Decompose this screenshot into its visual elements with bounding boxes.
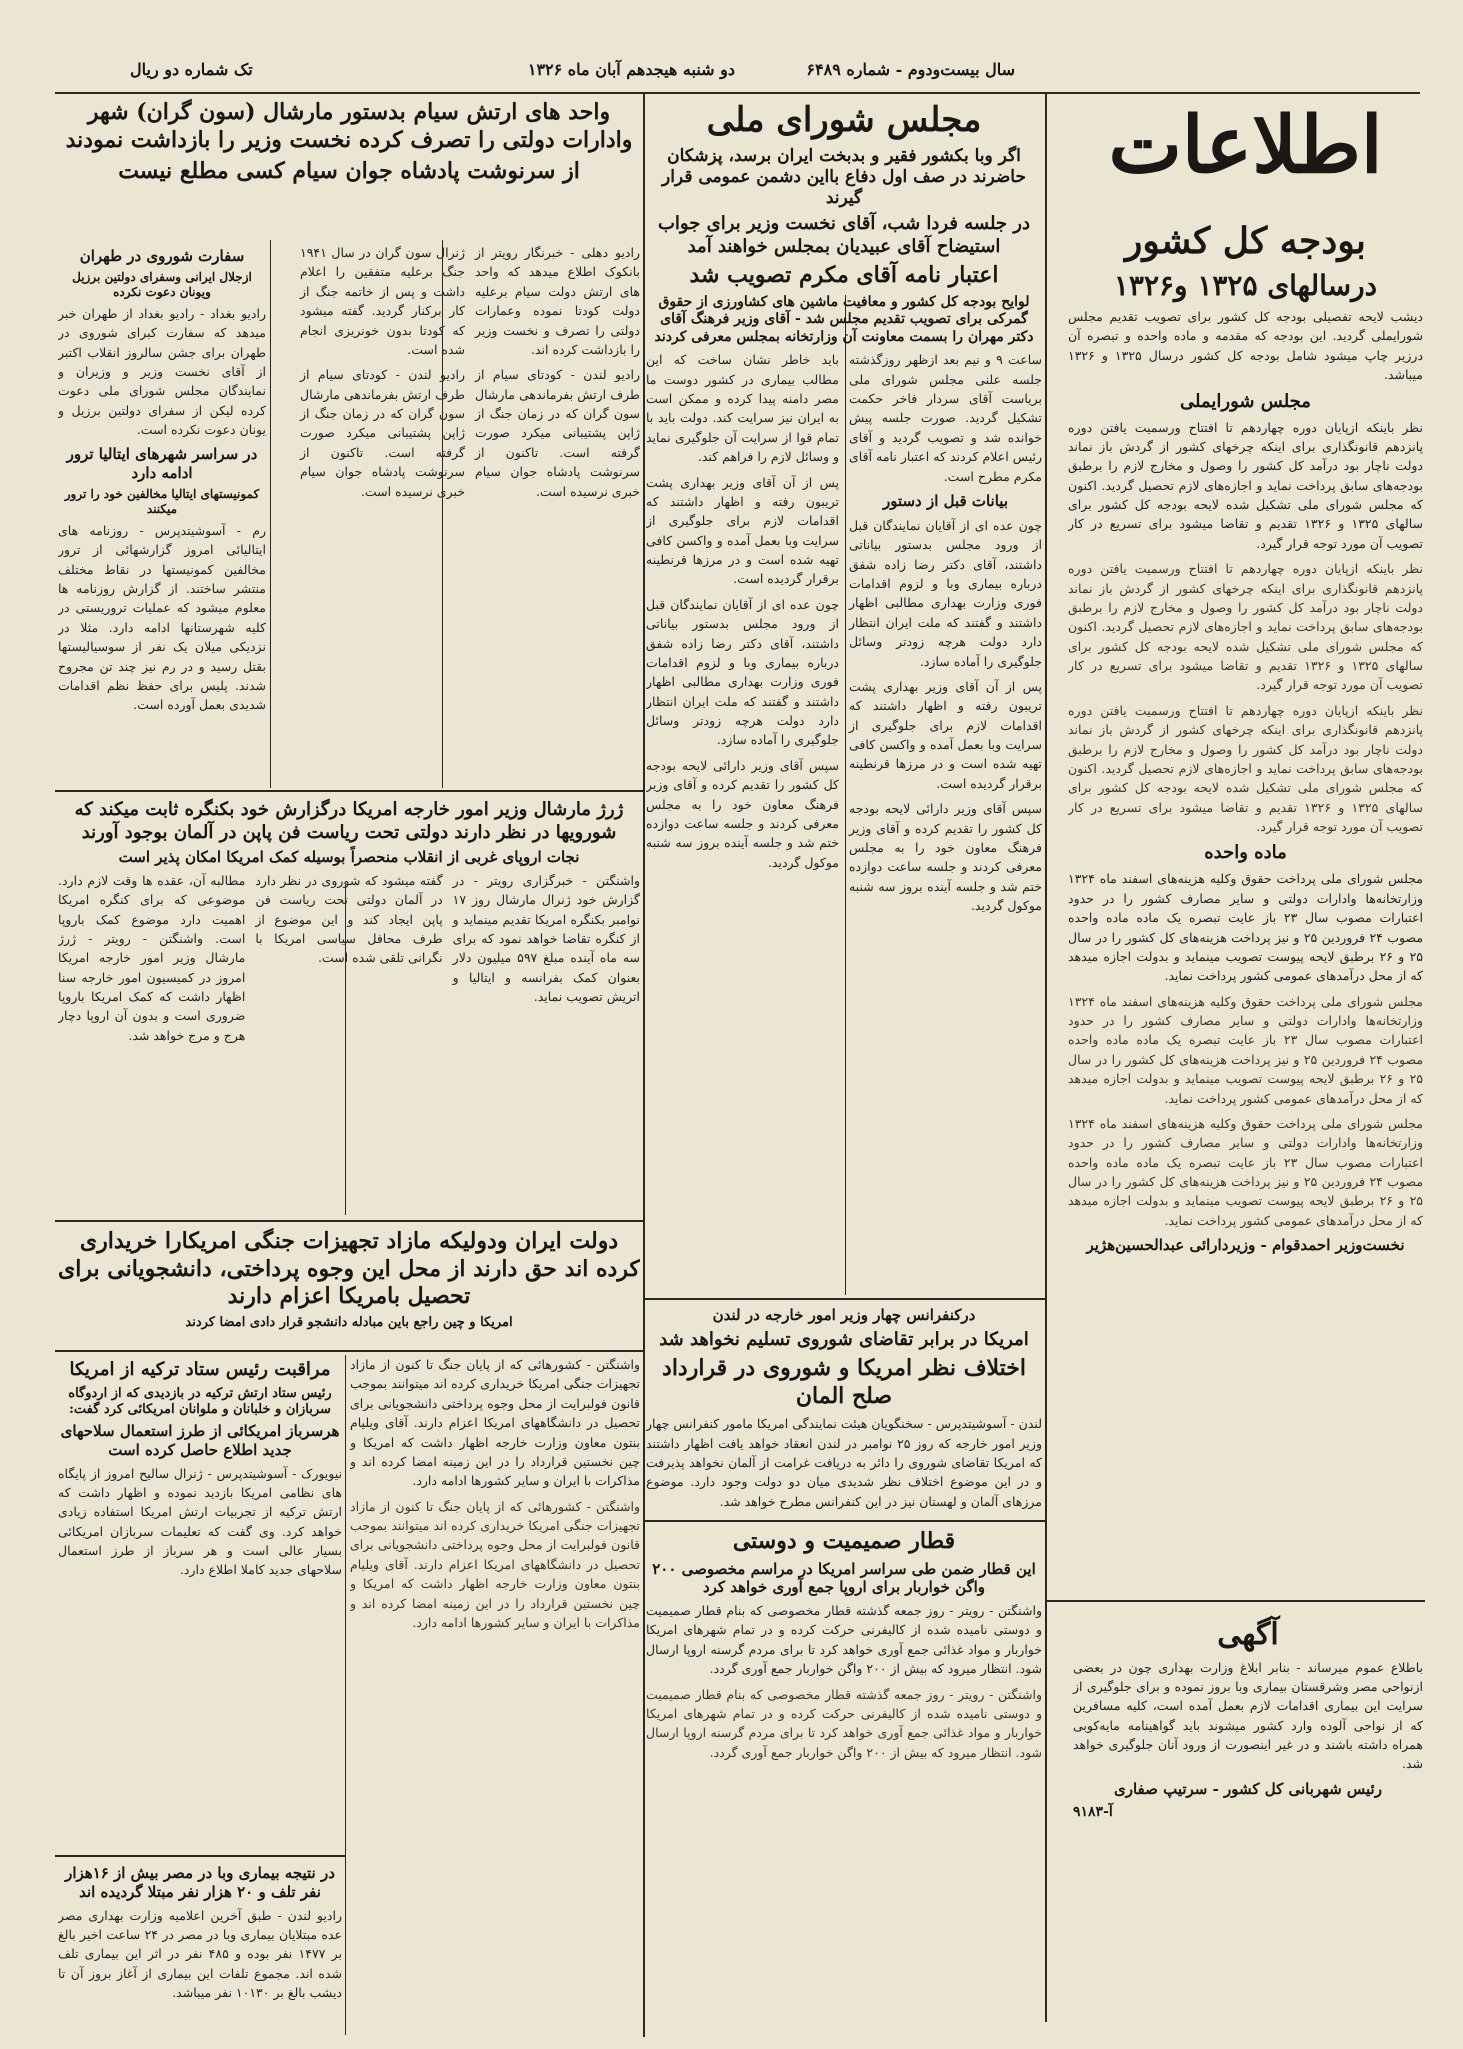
italy-sub: کمونیستهای ایتالیا مخالفین خود را ترور میکنند [64, 486, 260, 516]
issue-date: دو شنبه هیجدهم آبان ماه ۱۳۲۶ [527, 60, 735, 79]
majlis-col-right [849, 350, 1042, 921]
majlis-text-5: سپس آقای وزیر دارائی لایحه بودجه کل کشور را تقدیم کرده و آقای وزیر فرهنگ معاون خود را به مجلس معرفی کردند و جلسه ساعت دوازده ختم شد و جلسه آینده بروز سه شنبه موکول گردید. [849, 801, 1042, 913]
newspaper-logo: اطلاعات [1108, 100, 1383, 191]
arms-text: واشنگتن - کشورهائی که از پایان جنگ تا کنون از مازاد تجهیزات جنگی امریکا خریداری کرده اند میتوانند بموجب قانون فولبرایت از محل وجوه پرداختی دانشجویانی برای تحصیل در دانشگاههای امریکا اعزام دارند. آقای ویلیام بنتون معاون وزارت خارجه اظهار داشت که امریکا و چین نخستین قرارداد را در این زمینه امضا کرده اند و مذاکرات با ایران و سایر کشورها ادامه دارد. [350, 1357, 640, 1489]
siam-article [58, 95, 640, 240]
siam-text-3: ژنرال سون گران در سال ۱۹۴۱ جنگ برعلیه متفقین را اعلام داشت و پس از خاتمه جنگ از کار برکنار گردید. گفته میشود که کودتا بدون خونریزی انجام شده است. [300, 245, 465, 357]
turkey-sub: رئیس ستاد ارتش ترکیه در بازدیدی که از اردوگاه سربازان و خلبانان و ملوانان امریکائی کرد گفت: [68, 1385, 332, 1417]
italy-title: در سراسر شهرهای ایتالیا ترور ادامه دارد [66, 445, 258, 483]
budget-text-2c: مجلس شورای ملی پرداخت حقوق وکلیه هزینه‌های اسفند ماه ۱۳۲۴ وزارتخانه‌ها وادارات دولتی و سایر مصارف کشور را در حدود اعتبارات مصوب سال ۲۳ باز عایت تبصره یک ماده ماده واحده مصوب ۲۴ فروردین ۲۵ و نیز پرداخت هزینه‌های کل کشور را در سال ۲۵ و ۲۶ برطبق لایحه پیوست تصویب مینماید و بدولت اجازه میدهد که از محل درآمدهای عمومی کشور پرداخت نماید. [1068, 1115, 1423, 1228]
london-article [646, 1302, 1042, 1517]
notice-title: آگهی [1217, 1617, 1279, 1652]
marshall-title: ژرژ مارشال وزیر امور خارجه امریکا درگزارش خود بکنگره ثابت میکند که شورویها در نظر دارند دولتی تحت ریاست فن پاپن در آلمان بوجود آورند [74, 799, 624, 843]
column-rule-b [643, 92, 645, 2037]
turkey-title: مراقبت رئیس ستاد ترکیه از امریکا [69, 1359, 331, 1380]
section-rule-1 [55, 790, 643, 792]
marshall-text-3: گفته میشود که شوروی در نظر دارد در آلمان دولتی تحت ریاست فن پاپن ایجاد کند و این موضوع از طرف محافل سیاسی امریکا با نگرانی تلقی شده است. [255, 872, 443, 966]
embassy-title: سفارت شوروی در طهران [79, 247, 245, 265]
notice-signature: رئیس شهربانی کل کشور - سرتیپ صفاری [1114, 1779, 1382, 1798]
siam-col-right [475, 243, 640, 507]
marshall-col-1 [453, 871, 640, 1051]
train-title: قطار صمیمیت و دوستی [732, 1528, 956, 1554]
notice-code: آ-۹۱۸۳ [1073, 1803, 1113, 1820]
marshall-text-2: واشنگتن - خبرگزاری رویتر - در گزارش خود ژنرال مارشال روز ۱۷ نوامبر بکنگره امریکا تقدیم مینماید و از کنگره تقاضا خواهد نمود که برای سه ماه آینده مبلغ ۵۹۷ میلیون دلار بعنوان کمک بفرانسه و ایتالیا و اتریش تصویب نماید. [452, 872, 640, 1004]
turkey-article [58, 1355, 342, 1850]
siam-text-2b: رادیو لندن - کودتای سیام از طرف ارتش بفرماندهی مارشال سون گران که در زمان جنگ از ژاپن پشتیبانی میکرد صورت گرفته است. تاکنون از سرنوشت پادشاه جوان سیام خبری نرسیده است. [300, 367, 465, 499]
train-text: واشنگتن - رویتر - روز جمعه گذشته قطار مخصوصی که بنام قطار صمیمیت و دوستی نامیده شده از کالیفرنی حرکت کرده و در تمام شهرهای امریکا خواربار و مواد غذائی جمع آوری خواهد کرد تا برای مردم گرسنه اروپا ارسال شود. انتظار میرود که بیش از ۲۰۰ واگن خواربار جمع آوری گردد. [646, 1603, 1042, 1677]
majlis-sub2: اعتبار نامه آقای مکرم تصویب شد [689, 262, 999, 289]
majlis-sub1: در جلسه فردا شب، آقای نخست وزیر برای جواب استیضاح آقای عبیدیان بمجلس خواهند آمد [657, 213, 1031, 257]
top-frame-rule [55, 92, 1420, 94]
siam-title: واحد های ارتش سیام بدستور مارشال (سون گران) شهر وادارات دولتی را تصرف کرده نخست وزیر را بازداشت نمودند [65, 99, 633, 153]
budget-title: بودجه کل کشور [1125, 220, 1366, 262]
majlis-text-4b: پس از آن آقای وزیر بهداری پشت تریبون رفته و اظهار داشتند که اقدامات لازم برای جلوگیری از سرایت وبا بعمل آمده و واکسن کافی تهیه شده است و در مرزها قرنطینه برقرار گردیده است. [646, 474, 839, 587]
majlis-text-2: باید خاطر نشان ساخت که این مطالب بیماری در کشور دوست ما مصر دامنه پیدا کرده و ممکن است به ایران نیز سرایت کند. دولت باید با تمام قوا از سرایت آن جلوگیری نماید و وسائل لازم را فراهم کند. [646, 352, 839, 465]
section-rule-6 [643, 1520, 1045, 1522]
budget-section-majlis: مجلس شورایملی [1180, 390, 1311, 412]
marshall-article [58, 795, 640, 1217]
siam-text-1: رادیو دهلی - خبرنگار رویتر از بانکوک اطلاع میدهد که واحد های ارتش دولت سیام برعلیه دولت کودتا نموده وعمارات دولتی را تصرف و نخست وزیر را بازداشت کرده اند. [475, 245, 640, 357]
dateline-bar [60, 54, 1415, 90]
majlis-text-3b: چون عده ای از آقایان نمایندگان قبل از ورود مجلس بدستور بیاناتی داشتند، آقای دکتر رضا زاده شفق درباره بیماری وبا و لزوم اقدامات فوری وزارت بهداری مطالبی اظهار داشتند و گفتند که ملت ایران انتظار دارد دولت هرچه زودتر وسائل جلوگیری را آماده سازد. [646, 596, 839, 748]
majlis-title: مجلس شورای ملی [706, 100, 982, 140]
majlis-text-5b: سپس آقای وزیر دارائی لایحه بودجه کل کشور را تقدیم کرده و آقای وزیر فرهنگ معاون خود را به مجلس معرفی کردند و جلسه ساعت دوازده ختم شد و جلسه آینده بروز سه شنبه موکول گردید. [646, 757, 839, 870]
budget-article [1068, 215, 1423, 1595]
budget-text-1: نظر باینکه ازپایان دوره چهاردهم تا افتتاح ورسمیت یافتن دوره پانزدهم قانونگذاری برای اینکه چرخهای کشور از گردش باز نماند دولت ناچار بود درآمد کل کشور را وصول و مخارج لازم را برطبق بودجه‌های سابق پرداخت نماید و اجازه‌های لازم تحصیل گردید. اکنون که مجلس شورای ملی تشکیل شده لایحه بودجه کل کشور برای سالهای ۱۳۲۵ و ۱۳۲۶ تقدیم و تقاضا میشود برای تسریع در کار تصویب آن مورد توجه قرار گیرد. [1068, 419, 1423, 551]
budget-intro: دیشب لایحه تفصیلی بودجه کل کشور برای تصویب تقدیم مجلس شورایملی گردید. این بودجه که مقدمه و ماده واحده و تبصره آن درزیر چاپ میشود شامل بودجه کل کشور درسال ۱۳۲۵ و ۱۳۲۶ میباشد. [1068, 309, 1423, 383]
budget-subtitle: درسالهای ۱۳۲۵ و۱۳۲۶ [1113, 269, 1378, 302]
marshall-sub: نجات اروپای غربی از انقلاب منحصراً بوسیله کمک امریکا امکان پذیر است [118, 848, 580, 866]
cholera-title: در نتیجه بیماری وبا در مصر بیش از ۱۶هزار نفر تلف و ۲۰ هزار نفر مبتلا گردیده اند [65, 1864, 335, 1901]
section-rule-3 [55, 1350, 643, 1352]
london-sub2: اختلاف نظر امریکا و شوروی در قرارداد صلح المان [662, 1355, 1026, 1409]
arms-sub: امریکا و چین راجع باین مبادله دانشجو قرار دادی امضا کردند [185, 1314, 513, 1330]
embassy-sub: ازجلال ایرانی وسفرای دولتین برزیل ویونان دعوت نکرده [72, 269, 252, 299]
london-text: لندن - آسوشیتدپرس - سخنگویان هیئت نمایندگی امریکا مامور کنفرانس چهار وزیر امور خارجه که روز ۲۵ نوامبر در لندن انعقاد خواهد یافت اظهار داشتند که امریکا تقاضای شوروی را دائر به دریافت غرامت از آلمان نخواهد پذیرفت و در این موضوع اختلاف نظر شدیدی میان دو دولت وجود دارد. موضوع مرزهای آلمان و لهستان نیز در این کنفرانس مطرح خواهد شد. [646, 1416, 1042, 1509]
majlis-col-left [646, 350, 839, 921]
notice-box [1073, 1612, 1423, 2012]
siam-col-left [300, 243, 465, 507]
train-text-b: واشنگتن - رویتر - روز جمعه گذشته قطار مخصوصی که بنام قطار صمیمیت و دوستی نامیده شده از کالیفرنی حرکت کرده و در تمام شهرهای امریکا خواربار و مواد غذائی جمع آوری خواهد کرد تا برای مردم گرسنه اروپا ارسال شود. انتظار میرود که بیش از ۲۰۰ واگن خواربار جمع آوری گردد. [646, 1686, 1042, 1760]
majlis-columns [646, 350, 1042, 921]
notice-text: باطلاع عموم میرساند - بنابر ابلاغ وزارت بهداری چون در بعضی ازنواحی مصر وشرقستان بیماری وبا بروز نموده و برای جلوگیری از سرایت این بیماری اقدامات لازم بعمل آمده است، کلیه مسافرین که از نواحی آلوده وارد کشور میشوند باید گواهینامه مایه‌کوبی همراه داشته باشند و در غیر اینصورت از ورود آنان جلوگیری خواهد شد. [1073, 1659, 1423, 1772]
majlis-article [646, 95, 1042, 1295]
section-rule-5 [643, 1298, 1045, 1300]
marshall-col-3 [58, 871, 245, 1051]
arms-text-b: واشنگتن - کشورهائی که از پایان جنگ تا کنون از مازاد تجهیزات جنگی امریکا خریداری کرده اند میتوانند بموجب قانون فولبرایت از محل وجوه پرداختی دانشجویانی برای تحصیل در دانشگاههای امریکا اعزام دارند. آقای ویلیام بنتون معاون وزارت خارجه اظهار داشت که امریکا و چین نخستین قرارداد را در این زمینه امضا کرده اند و مذاکرات با ایران و سایر کشورها ادامه دارد. [350, 1498, 640, 1630]
column-rule-a [1045, 92, 1047, 2022]
issue-price: تک شماره دو ریال [130, 60, 253, 79]
section-rule-4 [55, 1855, 345, 1857]
budget-section-article: ماده واحده [1204, 842, 1287, 864]
column-rule-f [345, 1355, 346, 2035]
section-rule-7 [1045, 1600, 1425, 1602]
turkey-quote: هرسرباز امریکائی از طرز استعمال سلاحهای جدید اطلاع حاصل کرده است [60, 1422, 340, 1459]
budget-text-1b: نظر باینکه ازپایان دوره چهاردهم تا افتتاح ورسمیت یافتن دوره پانزدهم قانونگذاری برای اینکه چرخهای کشور از گردش باز نماند دولت ناچار بود درآمد کل کشور را وصول و مخارج لازم را برطبق بودجه‌های سابق پرداخت نماید و اجازه‌های لازم تحصیل گردید. اکنون که مجلس شورای ملی تشکیل شده لایحه بودجه کل کشور برای سالهای ۱۳۲۵ و ۱۳۲۶ تقدیم و تقاضا میشود برای تسریع در کار تصویب آن مورد توجه قرار گیرد. [1068, 561, 1423, 693]
marshall-col-2 [255, 871, 442, 1051]
majlis-sub3: لوایح بودجه کل کشور و معافیت ماشین های کشاورزی از حقوق گمرکی برای تصویب تقدیم مجلس شد - آقای وزیر فرهنگ آقای دکتر مهران را بسمت معاونت آن وزارتخانه بمجلس معرفی کردند [654, 293, 1034, 345]
cholera-text: رادیو لندن - طبق آخرین اعلامیه وزارت بهداری مصر عده مبتلایان بیماری وبا در مصر در ۲۴ ساعت اخیر بالغ بر ۱۴۷۷ نفر بوده و ۴۸۵ نفر در اثر این بیماری تلف شده اند. مجموع تلفات این بیماری از آغاز بروز آن تا دیشب بالغ بر ۱۰۱۳۰ نفر میباشد. [58, 1907, 342, 2000]
siam-sub: از سرنوشت پادشاه جوان سیام کسی مطلع نیست [118, 158, 580, 184]
marshall-text-1: مطالبه آن، عقده ها وقت لازم دارد. موضوعی که برای کنگره امریکا اهمیت دارد موضوع کمک باروپا است. واشنگتن - رویتر - ژرژ مارشال وزیر امور خارجه امریکا امروز در کمیسیون امور خارجه سنا اظهار داشت که کمک امریکا باروپا ضروری است و بدون آن اروپا دچار هرج و مرج خواهد شد. [58, 872, 246, 1043]
train-sub: این قطار ضمن طی سراسر امریکا در مراسم مخصوصی ۲۰۰ واگن خواربار برای اروپا جمع آوری خواهد کرد [652, 1559, 1036, 1597]
arms-title: دولت ایران ودولیکه مازاد تجهیزات جنگی امریکارا خریداری کرده اند حق دارند از محل این وجوه پرداختی، دانشجویانی برای تحصیل بامریکا اعزام دارند [58, 1228, 640, 1309]
italy-text: رم - آسوشیتدپرس - روزنامه های ایتالیائی امروز گزارشهائی از ترور مخالفین کمونیستها در نقاط مختلف منتشر ساختند. از گزارش روزنامه ها معلوم میشود که عملیات تروریستی در کلیه شهرستانها ادامه دارد. مثلا در نزدیکی میلان یک نفر از سوسیالیستها بقتل رسید و در رم نیز چند تن مجروح شدند. پلیس برای حفظ نظم اقدامات شدیدی بعمل آورده است. [58, 522, 266, 713]
siam-body [275, 243, 640, 788]
majlis-text-3: چون عده ای از آقایان نمایندگان قبل از ورود مجلس بدستور بیاناتی داشتند، آقای دکتر رضا زاده شفق درباره بیماری وبا و لزوم اقدامات فوری وزارت بهداری مطالبی اظهار داشتند و گفتند که ملت ایران انتظار دارد دولت هرچه زودتر وسائل جلوگیری را آماده سازد. [849, 517, 1042, 669]
marshall-columns [58, 871, 640, 1051]
arms-article [58, 1224, 640, 1348]
majlis-text-1: ساعت ۹ و نیم بعد ازظهر روزگذشته جلسه علنی مجلس شورای ملی بریاست آقای سردار فاخر حکمت تشکیل گردید. صورت جلسه پیش خوانده شد و تصویب گردید و آقای رئیس اعلام کردند که اعتبار نامه آقای مکرم مطرح است. [849, 352, 1042, 484]
majlis-section: بیانات قبل از دستور [882, 491, 1009, 510]
majlis-lead: اگر وبا بکشور فقیر و بدبخت ایران برسد، پزشکان حاضرند در صف اول دفاع بااین دشمن عمومی قرار گیرند [662, 145, 1026, 208]
turkey-text: نیویورک - آسوشیتدپرس - ژنرال سالیح امروز از پایگاه های نظامی امریکا بازدید نموده و اظهار داشت که ارتش ترکیه از تجربیات ارتش امریکا استفاده زیادی خواهد کرد. وی گفت که تعلیمات سربازان امریکائی بسیار عالی است و هر سرباز از طرز استعمال سلاحهای جدید کاملا اطلاع دارد. [58, 1465, 342, 1578]
siam-columns [275, 243, 640, 507]
cholera-article [58, 1860, 342, 2035]
train-article [646, 1524, 1042, 2024]
column-rule-d [270, 240, 271, 788]
embassy-article [58, 243, 266, 788]
london-title: درکنفرانس چهار وزیر امور خارجه در لندن [712, 1306, 976, 1324]
budget-text-2b: مجلس شورای ملی پرداخت حقوق وکلیه هزینه‌های اسفند ماه ۱۳۲۴ وزارتخانه‌ها وادارات دولتی و سایر مصارف کشور را در حدود اعتبارات مصوب سال ۲۳ باز عایت تبصره یک ماده ماده واحده مصوب ۲۴ فروردین ۲۵ و نیز پرداخت هزینه‌های کل کشور را در سال ۲۵ و ۲۶ برطبق لایحه پیوست تصویب مینماید و بدولت اجازه میدهد که از محل درآمدهای عمومی کشور پرداخت نماید. [1068, 993, 1423, 1106]
budget-text-2: مجلس شورای ملی پرداخت حقوق وکلیه هزینه‌های اسفند ماه ۱۳۲۴ وزارتخانه‌ها وادارات دولتی و سایر مصارف کشور را در حدود اعتبارات مصوب سال ۲۳ باز عایت تبصره یک ماده ماده واحده مصوب ۲۴ فروردین ۲۵ و نیز پرداخت هزینه‌های کل کشور را در سال ۲۵ و ۲۶ برطبق لایحه پیوست تصویب مینماید و بدولت اجازه میدهد که از محل درآمدهای عمومی کشور پرداخت نماید. [1068, 871, 1423, 984]
budget-signature: نخست‌وزیر احمدقوام - وزیردارائی عبدالحسین‌هژیر [1086, 1236, 1405, 1255]
budget-text-1c: نظر باینکه ازپایان دوره چهاردهم تا افتتاح ورسمیت یافتن دوره پانزدهم قانونگذاری برای اینکه چرخهای کشور از گردش باز نماند دولت ناچار بود درآمد کل کشور را وصول و مخارج لازم را برطبق بودجه‌های سابق پرداخت نماید و اجازه‌های لازم تحصیل گردید. اکنون که مجلس شورای ملی تشکیل شده لایحه بودجه کل کشور برای سالهای ۱۳۲۵ و ۱۳۲۶ تقدیم و تقاضا میشود برای تسریع در کار تصویب آن مورد توجه قرار گیرد. [1068, 702, 1423, 834]
issue-number: سال بیست‌ودوم - شماره ۶۴۸۹ [806, 60, 1015, 79]
embassy-text: رادیو بغداد - رادیو بغداد از طهران خبر میدهد که سفارت کبرای شوروی در طهران برای جشن سالروز انقلاب اکتبر از آقای نخست وزیر و وزیران و نمایندگان مجلس شورای ملی دعوت کرده لیکن از سفرای دولتین برزیل و یونان دعوت نکرده است. [58, 305, 266, 437]
siam-text-2: رادیو لندن - کودتای سیام از طرف ارتش بفرماندهی مارشال سون گران که در زمان جنگ از ژاپن پشتیبانی میکرد صورت گرفته است. تاکنون از سرنوشت پادشاه جوان سیام خبری نرسیده است. [475, 367, 640, 499]
arms-body [350, 1355, 640, 2035]
london-sub1: امریکا در برابر تقاضای شوروی تسلیم نخواهد شد [659, 1328, 1029, 1350]
section-rule-2 [55, 1220, 643, 1222]
majlis-text-4: پس از آن آقای وزیر بهداری پشت تریبون رفته و اظهار داشتند که اقدامات لازم برای جلوگیری از سرایت وبا بعمل آمده و واکسن کافی تهیه شده است و در مرزها قرنطینه برقرار گردیده است. [849, 678, 1042, 791]
